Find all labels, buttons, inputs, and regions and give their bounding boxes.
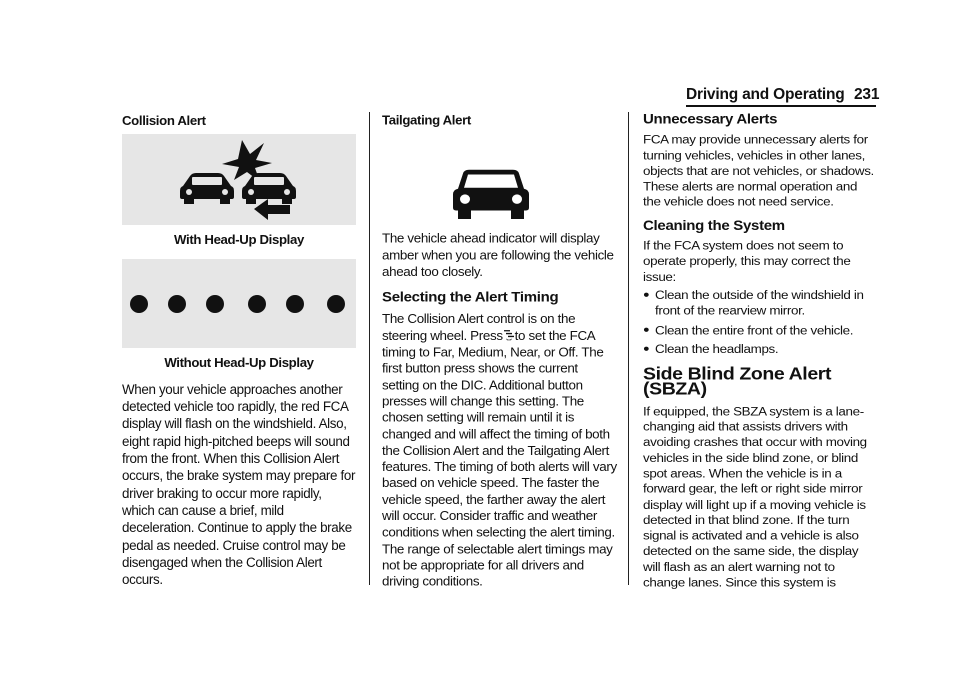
- header-rule: [686, 105, 876, 107]
- warning-light-icon: [327, 295, 345, 313]
- figure-caption-hud: With Head-Up Display: [174, 232, 304, 248]
- column-1: [122, 112, 356, 588]
- timing-button-icon: [503, 329, 515, 342]
- warning-light-icon: [248, 295, 266, 313]
- section-title: Driving and Operating: [686, 86, 845, 103]
- tailgating-paragraph: The vehicle ahead indicator will display amber when you are following the vehicle ahead too closely.: [382, 231, 614, 279]
- vehicle-ahead-icon: [382, 128, 618, 219]
- list-item: ● Clean the headlamps.: [643, 342, 779, 356]
- alert-timing-text-1: The Collision Alert control is on the steering wheel. Press: [382, 312, 576, 343]
- cleaning-system-paragraph: If the FCA system does not seem to operate properly, this may correct the issue:: [643, 238, 851, 284]
- figure-without-hud: [122, 259, 356, 348]
- figure-caption-no-hud: Without Head-Up Display: [164, 354, 314, 370]
- unnecessary-alerts-heading: Unnecessary Alerts: [643, 112, 778, 128]
- unnecessary-alerts-paragraph: FCA may provide unnecessary alerts for turning vehicles, vehicles in other lanes, objects that are not vehicles, or shadows. These alerts are normal operation and the vehicle does not need service.: [643, 132, 874, 209]
- warning-light-icon: [168, 295, 186, 313]
- sbza-heading: Side Blind Zone Alert (SBZA): [643, 364, 832, 400]
- sbza-paragraph: If equipped, the SBZA system is a lane-changing aid that assists drivers with avoiding crashes that occur with moving vehicles in the side blind zone, or blind spot areas. When the vehicle is in a forward gear, the left or right side mirror display will light up if a moving vehicle is detected in that blind zone. If the turn signal is activated and a vehicle is also detected on the same side, the display will flash as an alert warning not to change lanes. Since this system is: [643, 404, 867, 590]
- alert-timing-paragraph: [382, 311, 618, 589]
- collision-alert-hud-graphic: [122, 134, 356, 225]
- page-number: 231: [854, 86, 880, 103]
- warning-light-icon: [286, 295, 304, 313]
- column-divider: [628, 112, 629, 585]
- warning-light-icon: [206, 295, 224, 313]
- collision-alert-label: Collision Alert: [122, 113, 206, 128]
- figure-with-hud: [122, 134, 356, 225]
- column-3: [643, 112, 877, 590]
- bullet-icon: ●: [643, 343, 650, 354]
- column-divider: [369, 112, 370, 585]
- cleaning-steps-list: [643, 287, 877, 356]
- tailgating-figure: [382, 128, 618, 219]
- list-item: ● Clean the entire front of the vehicle.: [643, 323, 854, 337]
- column-2: [382, 112, 618, 590]
- tailgating-alert-label: Tailgating Alert: [382, 112, 471, 128]
- selecting-alert-timing-heading: Selecting the Alert Timing: [382, 289, 559, 306]
- bullet-icon: ●: [643, 289, 650, 301]
- bullet-icon: ●: [643, 324, 650, 335]
- cleaning-system-heading: Cleaning the System: [643, 218, 785, 234]
- list-item: ● Clean the outside of the windshield in front of the rearview mirror.: [643, 288, 864, 318]
- warning-light-icon: [130, 295, 148, 313]
- warning-lights-graphic: [122, 259, 356, 348]
- vehicle-icon: [242, 173, 296, 204]
- collision-alert-paragraph: When your vehicle approaches another detected vehicle too rapidly, the red FCA display will flash on the windshield. Also, eight rapid high-pitched beeps will sound from the front. When this Collision Alert occurs, the brake system may prepare for driver braking to occur more rapidly, which can cause a brief, mild deceleration. Continue to apply the brake pedal as needed. Cruise control may be disengaged when the Collision Alert occurs.: [122, 381, 356, 588]
- vehicle-icon: [180, 173, 234, 204]
- alert-timing-text-2: to set the FCA timing to Far, Medium, Near, or Off. The first button press shows the current setting on the DIC. Additional button presses will change this setting. The chosen setting will remain until it is changed and will affect the timing of both the Collision Alert and the Tailgating Alert features. The timing of both alerts will vary based on vehicle speed. The faster the vehicle speed, the farther away the alert will occur. Consider traffic and weather conditions when selecting the alert timing. The range of selectable alert timings may not be appropriate for all drivers and driving conditions.: [382, 328, 617, 589]
